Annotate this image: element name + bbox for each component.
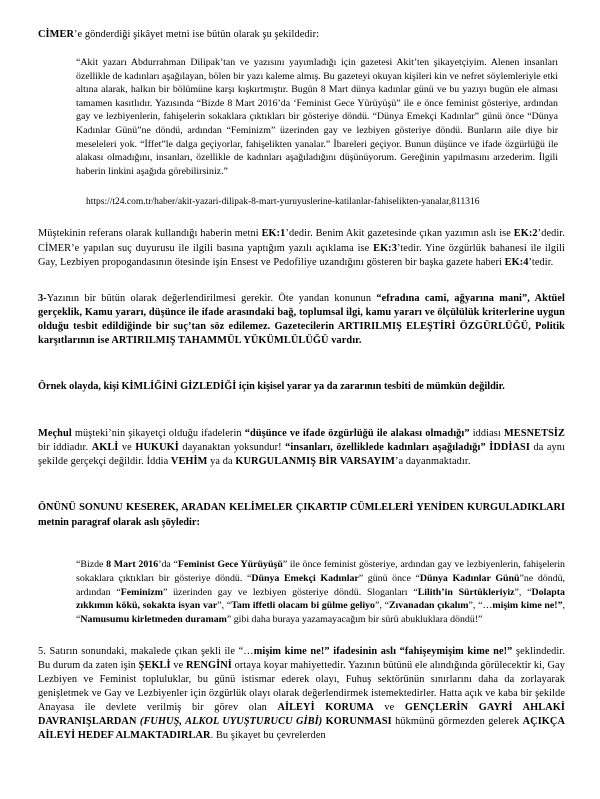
paragraph-ornek-olayda: Örnek olayda, kişi KİMLİĞİNİ GİZLEDİĞİ için kişisel yarar ya da zararının tesbiti de mümkün değildir. (38, 381, 505, 393)
mechul-b5: HUKUKİ (135, 441, 179, 453)
paragraph-item-3 (38, 292, 565, 348)
item-3-number: 3- (38, 292, 47, 304)
intro-lead-rest: ’e gönderdiği şikâyet metni ise bütün olarak şu şekildedir: (73, 29, 320, 40)
spacer (38, 469, 565, 491)
q2-s4: ” günü önce “ (358, 572, 420, 584)
p5-b2: ŞEKLİ (138, 659, 171, 671)
paragraph-mechul-musteki (38, 427, 565, 469)
q2-s2: ’da “ (158, 559, 178, 571)
mechul-b3: MESNETSİZ (503, 427, 565, 439)
spacer (38, 270, 565, 292)
mechul-s9: ’a dayanmaktadır. (395, 456, 471, 468)
p5-s8: hükmünü görmezden gelerek (391, 716, 523, 728)
mechul-b8: VEHİM (170, 456, 208, 468)
paragraph-annexes (38, 227, 565, 269)
q2-b5: Feminizm (120, 586, 163, 598)
quote-block-original-text (76, 558, 565, 627)
item-3-seg-1: Yazının bir bütün olarak değerlendirilmesi gerekir. Öte yandan konunun (46, 292, 377, 304)
ek-seg-4: ’tedir. Yine özgürlük bahanesi ile ilgili Gay, Lezbiyen propogandasının ötesinde işin Ensest ve Pedofiliye uzandığını gösteren bir başka gazete haberi (38, 242, 565, 268)
mechul-s2: iddiası (469, 427, 504, 439)
item-3-bold-body: “efradına cami, ağyarına mani”, Aktüel gerçeklik, Kamu yararı, düşünce ile ifade arasındaki bağ, toplumsal ilgi, kamu yararı ve ölçülülük kriterlerine uygun olduğu tesbit edildiğinde bir suç’tan söz edilemez. Gazetecilerin ARTIRILMIŞ ELEŞTİRİ ÖZGÜRLÜĞÜ, Politik karşıtlarının ise ARTIRILMIŞ TAHAMMÜL YÜKÜMLÜLÜĞÜ vardır. (38, 292, 565, 346)
q2-b1: 8 Mart 2016 (106, 559, 159, 571)
p5-b3: RENGİNİ (186, 659, 232, 671)
annex-ref-2: EK:2 (513, 228, 538, 240)
mechul-b1: Meçhul (38, 427, 72, 439)
paragraph-item-5 (38, 645, 565, 744)
spacer (38, 348, 565, 370)
q2-b9: Zıvanadan çıkalım (388, 600, 469, 612)
ek-seg-1: Müştekinin referans olarak kullandığı haberin metni (38, 228, 262, 240)
mechul-s1: müşteki’nin şikayetçi olduğu ifadelerin (71, 427, 245, 439)
q2-s9: ”, “ (375, 600, 389, 612)
q2-b3: Dünya Emekçi Kadınlar (251, 572, 359, 584)
q2-b10: mişim kime ne!” (492, 600, 563, 612)
spacer (38, 209, 565, 227)
q2-s10: ”, “… (468, 600, 493, 612)
q2-b8: Tam iffetli olacam bi gülme geliyo (231, 600, 375, 612)
mechul-s3: bir iddiadır. (38, 441, 92, 453)
spacer (38, 627, 565, 645)
q2-b11: Namusumu kirletmeden duramam (80, 613, 227, 625)
q2-s3: ” ile önce feminist gösteriye, ardından gay ve lezbiyenlerin, fahişelerin sokaklara çıktıkları bir gösteriye döndü. “ (76, 559, 565, 584)
mechul-s7: da aynı şekilde gerçekçi değildir. İddia (38, 441, 566, 468)
source-url[interactable]: https://t24.com.tr/haber/akit-yazari-dilipak-8-mart-yuruyuslerine-katilanlar-fahiselikten-yanalar,811316 (86, 197, 480, 208)
mechul-b6: “insanları, özelliklede kadınları aşağıladığı” (285, 441, 486, 453)
spacer (38, 540, 565, 558)
q2-s8: ”, “ (217, 600, 232, 612)
q2-b7: Dolapta zıkkımın kökü, sokakta isyan var (76, 586, 565, 612)
mechul-b7: İDDİASI (489, 441, 530, 453)
q2-s11: , “ (76, 600, 565, 625)
p5-s2: şeklindedir. Bu durum da zaten işin (38, 645, 565, 671)
quote-block-complaint: “Akit yazarı Abdurrahman Dilipak’tan ve yazısını yayımladığı için gazetesi Akit’ten şikayetçiyim. Alenen insanları özellikle de kadınları aşağılayan, bölen bir yazı kaleme almış. Bu gazeteyi okuyan kişileri kin ve nefret söylemleriyle etki altına alarak, halkın bir bölümüne karşı kışkırtmıştır. Bugün 8 Mart dünya kadınlar günü ve bu yazıyı bugün ele alması tamamen kasıtlıdır. Yazısında “Bizde 8 Mart 2016’da ‘Feminist Gece Yürüyüşü” ile e önce feminist gösteriye, ardından gay ve lezbiyenlerin, fahişelerin sokaklara çıktıkları bir gösteriye döndü. “Dünya Emekçi Kadınlar” günü önce “Dünya Kadınlar Günü”ne döndü, ardından “Feminizm” üzerinden gay ve lezbiyen gösteriye döndü. Bunların aile diye bir meseleleri yok. “İffet”le dalga geçiyorlar, fahişelikten yanalar.” İbareleri geçiyor. Bunun düşünce ve ifade özgürlüğü ile alakası olmadığını, insanları, özellikle de kadınları aşağıladığını düşünüyorum. Gereğinin yapılmasını arzederim. İlgili haberin linkini aşağıda görebilirsiniz.” (76, 57, 558, 177)
p5-b5: GENÇLERİN GAYRİ AHLAKİ DAVRANIŞLARDAN (38, 702, 565, 728)
mechul-b2: “düşünce ve ifade özgürlüğü ile alakası olmadığı” (244, 427, 470, 439)
q2-s6: ” üzerinden gay ve lezbiyen gösteriye döndü. Sloganları “ (162, 586, 418, 598)
p5-b1: mişim kime ne!” ifadesinin aslı “fahişeymişim kime ne!” (253, 645, 513, 657)
q2-b2: Feminist Gece Yürüyüşü (177, 559, 283, 571)
q2-s1: “Bizde (76, 559, 107, 571)
spacer (38, 42, 565, 56)
q2-b4: Dünya Kadınlar Günü (419, 572, 520, 584)
paragraph-onunu-sonunu: ÖNÜNÜ SONUNU KESEREK, ARADAN KELİMELER ÇIKARTIP CÜMLELERİ YENİDEN KURGULADIKLARI metnin paragraf olarak aslı şöyledir: (38, 502, 565, 528)
intro-paragraph (38, 28, 565, 42)
ek-seg-2: ’dedir. Benim Akit gazetesinde çıkan yazımın aslı ise (285, 228, 514, 240)
q2-s7: ”, “ (514, 586, 532, 598)
ek-seg-5: ’tedir. (528, 256, 554, 268)
annex-ref-3: EK:3 (373, 242, 397, 254)
spacer (38, 405, 565, 427)
p5-s1: 5. Satırın sonundaki, makalede çıkan şekli ile “… (38, 645, 254, 657)
mechul-b9: KURGULANMIŞ BİR VARSAYIM (235, 456, 395, 468)
p5-s3: ve (170, 659, 186, 671)
q2-s5: ”ne döndü, ardından “ (76, 572, 565, 598)
p5-italic-parenthetical: (FUHUŞ, ALKOL UYUŞTURUCU GİBİ) (139, 716, 323, 728)
annex-ref-1: EK:1 (261, 228, 286, 240)
q2-b6: Lilith’in Sürtükleriyiz (417, 586, 515, 598)
ek-seg-3: ’dedir. CİMER’e yapılan suç duyurusu ile ilgili basına yaptığım yazılı açıklama ise (38, 228, 565, 254)
p5-b7: AÇIKÇA AİLEYİ HEDEF ALMAKTADIRLAR (38, 716, 565, 742)
p5-s5: ve (373, 702, 405, 714)
spacer (38, 178, 565, 196)
mechul-b4: AKLİ (91, 441, 119, 453)
mechul-s4: ve (118, 441, 136, 453)
intro-lead-bold: CİMER (38, 29, 74, 40)
p5-b4: AİLEYİ KORUMA (277, 702, 374, 714)
p5-s4: ortaya koyar mahiyettedir. Yazının bütünü ele alındığında görülecektir ki, Gay Lezbiyen ve Feminist topluluklar, bu günü istismar ederek olayı, Fuhuş sektörünün sınırlarını daha da zorlayarak genişletmek ve Gay ve Lezbiyenler için özgürlük olayı olarak değerlendirmek istemektedirler. Hatta açık ve kaba bir şekilde Anayasa ile devlete verilmiş bir görev olan (38, 659, 565, 714)
q2-s12: ” gibi daha buraya yazamayacağım bir sürü abukluklara döndü!” (226, 613, 483, 625)
annex-ref-4: EK:4 (504, 256, 529, 268)
mechul-s5: dayanaktan yoksundur! (178, 441, 286, 453)
mechul-s8: ya da (207, 456, 236, 468)
p5-s9: . Bu şikayet bu çevrelerden (210, 730, 326, 742)
p5-b6: KORUNMASI (325, 716, 392, 728)
